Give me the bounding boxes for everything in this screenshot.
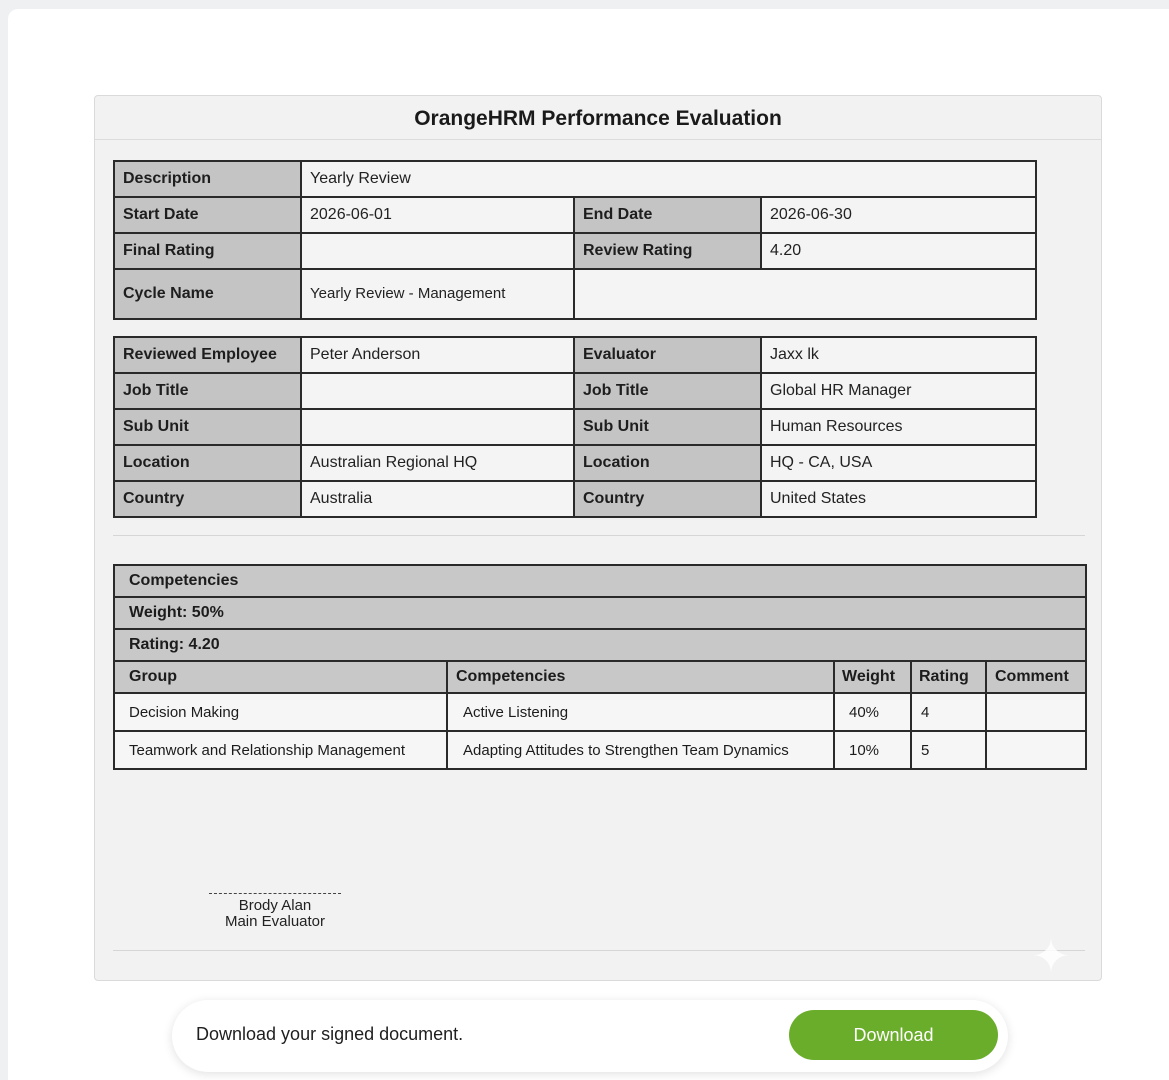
table-row — [114, 731, 1086, 769]
cycle-name-value: Yearly Review - Management — [301, 269, 574, 319]
employee-sub-unit-value — [301, 409, 574, 445]
reviewed-employee-value: Peter Anderson — [301, 337, 574, 373]
evaluator-job-title-value: Global HR Manager — [761, 373, 1036, 409]
start-date-label: Start Date — [114, 197, 301, 233]
people-table — [113, 336, 1037, 518]
employee-country-value: Australia — [301, 481, 574, 517]
header-group: Group — [114, 661, 447, 693]
competencies-rating-row — [114, 629, 1086, 661]
summary-row-ratings — [114, 233, 1036, 269]
summary-row-cycle — [114, 269, 1036, 319]
row-comment — [986, 693, 1086, 731]
evaluator-value: Jaxx lk — [761, 337, 1036, 373]
evaluator-country-value: United States — [761, 481, 1036, 517]
competencies-rating: Rating: 4.20 — [114, 629, 1086, 661]
row-comment — [986, 731, 1086, 769]
competencies-title: Competencies — [114, 565, 1086, 597]
evaluator-location-label: Location — [574, 445, 761, 481]
page-background — [8, 9, 1169, 1080]
row-group: Decision Making — [114, 693, 447, 731]
evaluation-document — [94, 95, 1102, 981]
review-rating-value: 4.20 — [761, 233, 1036, 269]
review-rating-label: Review Rating — [574, 233, 761, 269]
row-weight: 10% — [834, 731, 911, 769]
start-date-value: 2026-06-01 — [301, 197, 574, 233]
row-rating: 4 — [911, 693, 986, 731]
section-divider — [113, 535, 1085, 536]
cycle-name-label: Cycle Name — [114, 269, 301, 319]
row-competency: Adapting Attitudes to Strengthen Team Dynamics — [447, 731, 834, 769]
footer-divider — [113, 950, 1085, 951]
people-row-location — [114, 445, 1036, 481]
employee-job-title-value — [301, 373, 574, 409]
end-date-label: End Date — [574, 197, 761, 233]
download-message: Download your signed document. — [196, 1024, 464, 1044]
evaluator-country-label: Country — [574, 481, 761, 517]
download-button[interactable]: Download — [789, 1010, 998, 1060]
summary-table — [113, 160, 1037, 320]
summary-row-description — [114, 161, 1036, 197]
download-bar — [172, 1000, 1008, 1072]
row-weight: 40% — [834, 693, 911, 731]
employee-location-value: Australian Regional HQ — [301, 445, 574, 481]
final-rating-value — [301, 233, 574, 269]
row-rating: 5 — [911, 731, 986, 769]
document-title: OrangeHRM Performance Evaluation — [95, 96, 1101, 140]
competencies-table — [113, 564, 1087, 770]
evaluator-sub-unit-value: Human Resources — [761, 409, 1036, 445]
evaluator-label: Evaluator — [574, 337, 761, 373]
employee-job-title-label: Job Title — [114, 373, 301, 409]
competencies-header-row — [114, 661, 1086, 693]
description-value: Yearly Review — [301, 161, 1036, 197]
competencies-title-row — [114, 565, 1086, 597]
header-weight: Weight — [834, 661, 911, 693]
header-comment: Comment — [986, 661, 1086, 693]
sparkle-icon: ✦ — [1031, 930, 1071, 982]
people-row-sub-unit — [114, 409, 1036, 445]
row-competency: Active Listening — [447, 693, 834, 731]
reviewed-employee-label: Reviewed Employee — [114, 337, 301, 373]
evaluator-location-value: HQ - CA, USA — [761, 445, 1036, 481]
header-competencies: Competencies — [447, 661, 834, 693]
people-row-names — [114, 337, 1036, 373]
final-rating-label: Final Rating — [114, 233, 301, 269]
employee-sub-unit-label: Sub Unit — [114, 409, 301, 445]
signature-line — [209, 893, 341, 894]
evaluator-job-title-label: Job Title — [574, 373, 761, 409]
people-row-job-title — [114, 373, 1036, 409]
summary-row-dates — [114, 197, 1036, 233]
competencies-weight-row — [114, 597, 1086, 629]
people-row-country — [114, 481, 1036, 517]
description-label: Description — [114, 161, 301, 197]
table-row — [114, 693, 1086, 731]
end-date-value: 2026-06-30 — [761, 197, 1036, 233]
cycle-name-blank — [574, 269, 1036, 319]
signature-role: Main Evaluator — [224, 913, 326, 930]
competencies-weight: Weight: 50% — [114, 597, 1086, 629]
signature-block — [207, 893, 343, 930]
employee-location-label: Location — [114, 445, 301, 481]
evaluator-sub-unit-label: Sub Unit — [574, 409, 761, 445]
row-group: Teamwork and Relationship Management — [114, 731, 447, 769]
employee-country-label: Country — [114, 481, 301, 517]
signature-name: Brody Alan — [238, 897, 312, 914]
header-rating: Rating — [911, 661, 986, 693]
